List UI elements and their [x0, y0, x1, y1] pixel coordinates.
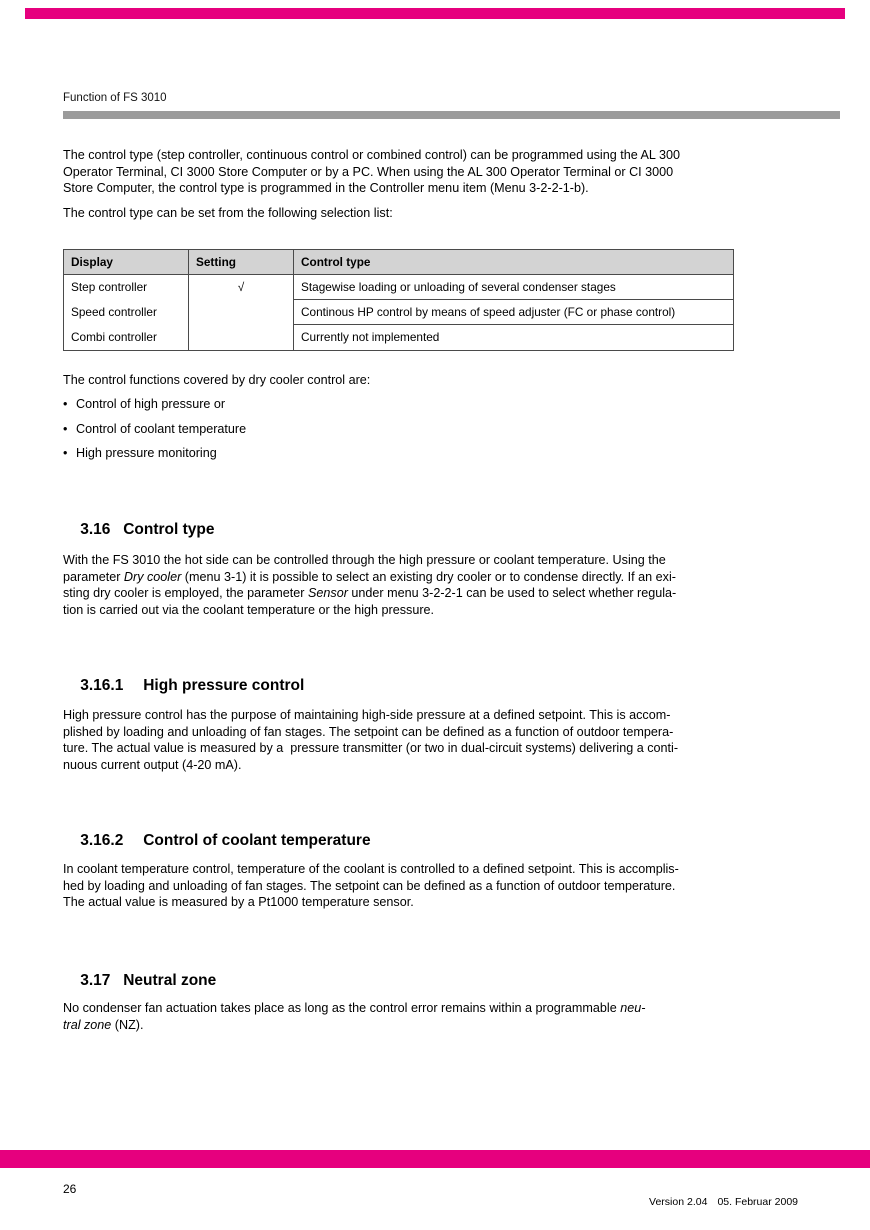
- table-header-control-type: Control type: [294, 250, 733, 275]
- text-line: Operator Terminal, CI 3000 Store Computer or by a PC. When using the AL 300 Operator Terminal or CI 3000: [63, 164, 674, 179]
- footer-date: 05. Februar 2009: [717, 1196, 798, 1208]
- text-line: nuous current output (4-20 mA).: [63, 757, 242, 772]
- text-line: With the FS 3010 the hot side can be controlled through the high pressure or coolant temperature. Using the: [63, 553, 666, 567]
- table-cell-display: Speed controller: [64, 300, 189, 325]
- text-line: High pressure control has the purpose of maintaining high-side pressure at a defined setpoint. This is accom-: [63, 708, 671, 722]
- text-line: ture. The actual value is measured by a pressure transmitter (or two in dual-circuit systems) delivering a conti-: [63, 741, 679, 756]
- table-cell-setting: [189, 325, 294, 350]
- intro-paragraph: [63, 147, 680, 197]
- table-header-setting: Setting: [189, 250, 294, 275]
- table-cell-control-type: Continous HP control by means of speed adjuster (FC or phase control): [294, 300, 733, 325]
- list-item: • Control of high pressure or: [63, 396, 246, 413]
- section-heading-3-16-2: [63, 814, 371, 868]
- list-item: • Control of coolant temperature: [63, 421, 246, 438]
- footer-version: Version 2.04: [649, 1196, 708, 1208]
- section-heading-3-16-1: [63, 659, 304, 713]
- table-cell-control-type: Stagewise loading or unloading of several condenser stages: [294, 275, 733, 300]
- text-line: sting dry cooler is employed, the parameter Sensor under menu 3-2-2-1 can be used to select whether regula-: [63, 586, 677, 601]
- section-number: 3.16: [80, 521, 111, 538]
- page-number: 26: [63, 1182, 77, 1196]
- section-3-16-2-paragraph: [63, 861, 679, 911]
- table-cell-control-type: Currently not implemented: [301, 330, 440, 344]
- selection-list-lead: [63, 205, 393, 222]
- table-header-display: Display: [64, 250, 189, 275]
- section-number: 3.16.1: [80, 677, 124, 694]
- text-line: No condenser fan actuation takes place as long as the control error remains within a programmable neu-: [63, 1001, 646, 1015]
- section-3-17-paragraph: [63, 1000, 645, 1033]
- text-line: hed by loading and unloading of fan stages. The setpoint can be defined as a function of outdoor temperature.: [63, 878, 676, 893]
- control-functions-list: [63, 396, 246, 470]
- section-3-16-paragraph: [63, 552, 676, 618]
- text-line: The control type (step controller, continuous control or combined control) can be programmed using the AL 300: [63, 148, 680, 162]
- text-line: In coolant temperature control, temperature of the coolant is controlled to a defined setpoint. This is accomplis-: [63, 862, 679, 876]
- text-line: plished by loading and unloading of fan stages. The setpoint can be defined as a function of outdoor tempera-: [63, 724, 674, 739]
- section-number: 3.17: [80, 972, 111, 989]
- table-cell-display: Step controller: [64, 275, 189, 300]
- text-line: The actual value is measured by a Pt1000 temperature sensor.: [63, 895, 414, 910]
- control-type-table: [63, 249, 734, 351]
- table-cell-display: Combi controller: [64, 325, 189, 350]
- top-magenta-bar: [25, 8, 845, 19]
- text-line: tral zone (NZ).: [63, 1017, 144, 1032]
- control-functions-lead-text: The control functions covered by dry cooler control are:: [63, 373, 371, 387]
- section-title: Control of coolant temperature: [143, 832, 371, 849]
- section-title: High pressure control: [143, 677, 305, 694]
- running-header-title: Function of FS 3010: [63, 92, 167, 104]
- text-line: tion is carried out via the coolant temperature or the high pressure.: [63, 602, 435, 617]
- bottom-magenta-bar: [0, 1150, 870, 1168]
- footer-version-line: [637, 1184, 798, 1220]
- text-line: Store Computer, the control type is programmed in the Controller menu item (Menu 3-2-2-1-b).: [63, 181, 589, 196]
- list-item: • High pressure monitoring: [63, 445, 246, 462]
- table-cell-setting-checkmark: √: [189, 275, 294, 300]
- running-header-rule: [63, 111, 840, 119]
- text-line: parameter Dry cooler (menu 3-1) it is possible to select an existing dry cooler or to condense directly. If an exi-: [63, 569, 676, 584]
- section-title: Neutral zone: [123, 972, 217, 989]
- selection-list-lead-text: The control type can be set from the following selection list:: [63, 206, 393, 220]
- section-heading-3-16: [63, 503, 215, 557]
- table-cell-setting: [189, 300, 294, 325]
- section-3-16-1-paragraph: [63, 707, 678, 773]
- control-functions-lead: [63, 372, 370, 389]
- section-title: Control type: [123, 521, 215, 538]
- section-number: 3.16.2: [80, 832, 124, 849]
